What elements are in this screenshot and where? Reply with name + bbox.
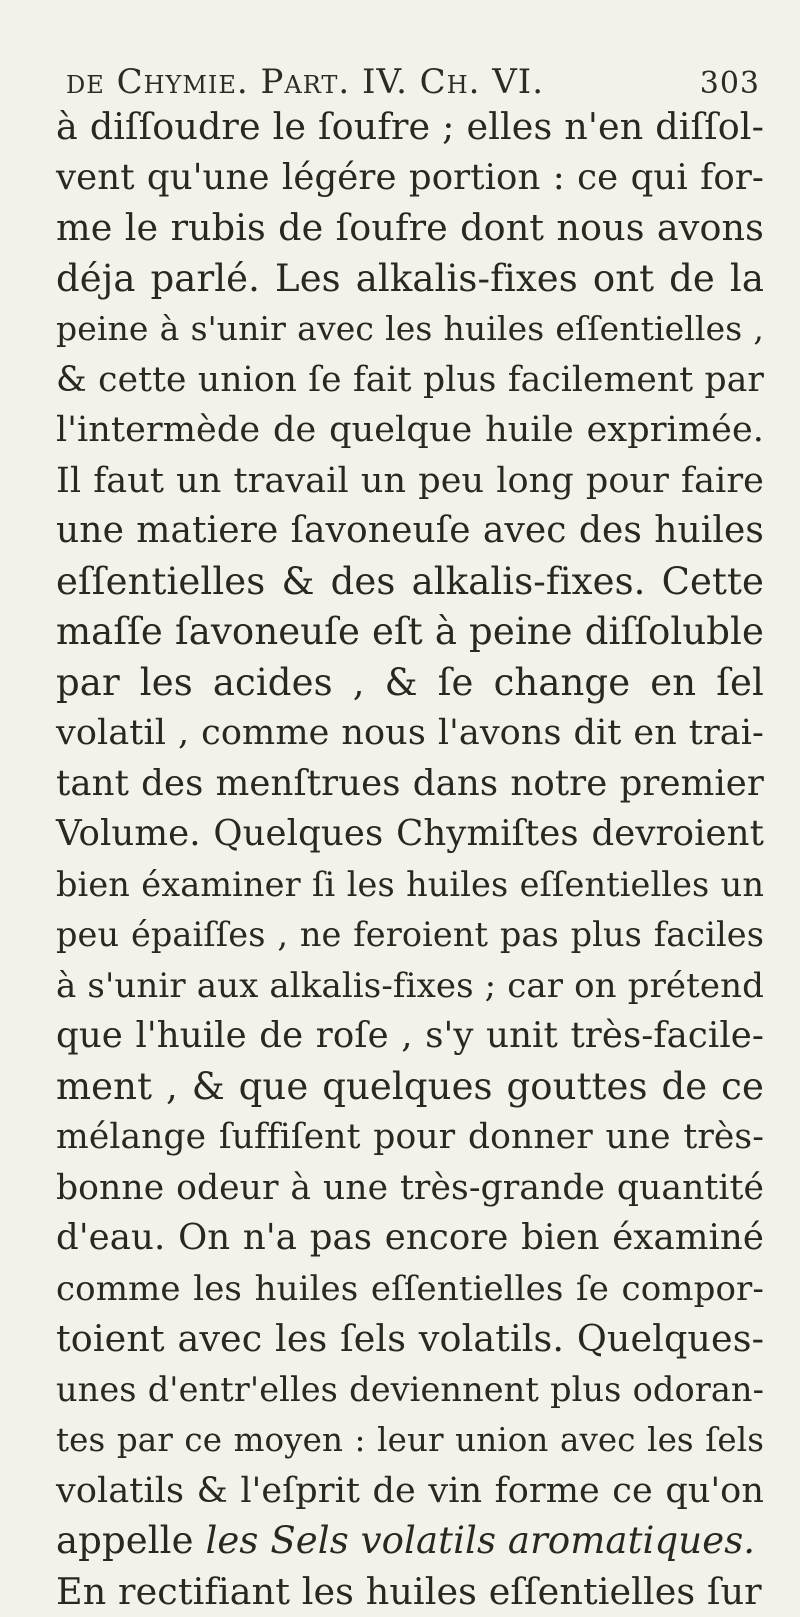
- text-line: bien éxaminer ſi les huiles eſſentielles un: [56, 860, 764, 911]
- text-line: eſſentielles & des alkalis-fixes. Cette: [56, 557, 764, 608]
- text-line: tant des menſtrues dans notre premier: [56, 759, 764, 810]
- text-line: bonne odeur à une très-grande quantité: [56, 1163, 764, 1214]
- text-line: l'intermède de quelque huile exprimée.: [56, 405, 764, 456]
- text-line: déja parlé. Les alkalis-fixes ont de la: [56, 254, 764, 305]
- text-line: maſſe ſavoneuſe eſt à peine diſſoluble: [56, 607, 764, 658]
- text-line: d'eau. On n'a pas encore bien éxaminé: [56, 1213, 764, 1264]
- text-line: Volume. Quelques Chymiſtes devroient: [56, 809, 764, 860]
- text-line: à diſſoudre le ſoufre ; elles n'en diſſol-: [56, 102, 764, 153]
- text-line: vent qu'une légére portion : ce qui for-: [56, 153, 764, 204]
- text-line-with-italic: [56, 1516, 764, 1567]
- text-line: que l'huile de roſe , s'y unit très-facile-: [56, 1011, 764, 1062]
- text-line: ment , & que quelques gouttes de ce: [56, 1062, 764, 1113]
- text-line: à s'unir aux alkalis-fixes ; car on prétend: [56, 961, 764, 1012]
- page-number: 303: [700, 60, 764, 108]
- text-line: me le rubis de ſoufre dont nous avons: [56, 203, 764, 254]
- text-line: Il faut un travail un peu long pour faire: [56, 456, 764, 507]
- text-line: mélange ſuffiſent pour donner une très-: [56, 1112, 764, 1163]
- text-line: unes d'entr'elles deviennent plus odoran-: [56, 1365, 764, 1416]
- text-line: & cette union ſe fait plus facilement par: [56, 355, 764, 406]
- text-fragment: appelle: [56, 1519, 205, 1562]
- running-head: [56, 58, 764, 106]
- body-text: [56, 102, 764, 1617]
- italic-phrase: les Sels volatils aromatiques.: [205, 1519, 755, 1562]
- text-line: par les acides , & ſe change en ſel: [56, 658, 764, 709]
- text-line: peu épaiſſes , ne feroient pas plus faciles: [56, 910, 764, 961]
- text-line: volatils & l'eſprit de vin forme ce qu'on: [56, 1466, 764, 1517]
- text-line: comme les huiles eſſentielles ſe compor-: [56, 1264, 764, 1315]
- text-line: une matiere ſavoneuſe avec des huiles: [56, 506, 764, 557]
- text-line: volatil , comme nous l'avons dit en trai-: [56, 708, 764, 759]
- text-line: toient avec les ſels volatils. Quelques-: [56, 1314, 764, 1365]
- text-line: tes par ce moyen : leur union avec les ſels: [56, 1415, 764, 1466]
- running-title: de Chymie. Part. IV. Ch. VI.: [66, 58, 544, 106]
- text-line: En rectifiant les huiles eſſentielles ſur: [56, 1567, 764, 1617]
- text-line: peine à s'unir avec les huiles eſſentielles ,: [56, 304, 764, 355]
